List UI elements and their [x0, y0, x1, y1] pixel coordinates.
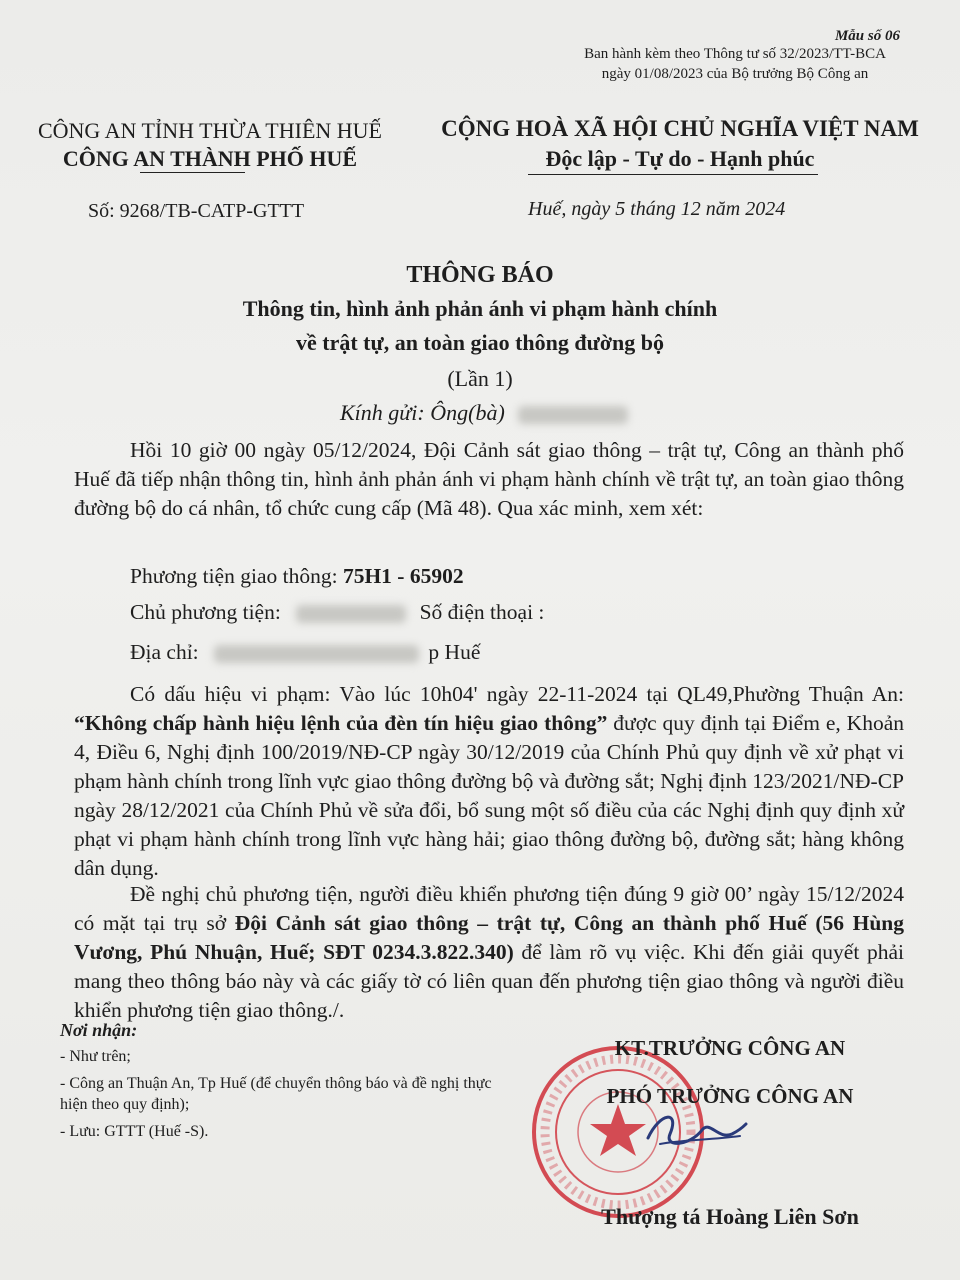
owner-line — [130, 600, 544, 625]
redacted-owner — [296, 605, 406, 623]
intro-text: Hồi 10 giờ 00 ngày 05/12/2024, Đội Cảnh sát giao thông – trật tự, Công an thành phố Huế đã tiếp nhận thông tin, hình ảnh phản ánh vi phạm hành chính về trật tự, an toàn giao thông đường bộ do cá nhân, tổ chức cung cấp (Mã 48). Qua xác minh, xem xét: — [74, 438, 904, 520]
signer-name: Thượng tá Hoàng Liên Sơn — [601, 1204, 859, 1229]
vehicle-plate: 75H1 - 65902 — [342, 564, 464, 588]
issued-with-line1: Ban hành kèm theo Thông tư số 32/2023/TT-BCA — [584, 46, 886, 62]
request-rest: để làm rõ vụ việc. Khi đến giải quyết phải mang theo thông báo này và các giấy tờ có liên quan đến phương tiện giao thông và người điều khiển phương tiện giao thông./. — [74, 940, 904, 1022]
issued-with-note — [560, 44, 910, 84]
org-line2: CÔNG AN THÀNH PHỐ HUẾ — [62, 146, 358, 171]
owner-label: Chủ phương tiện: — [130, 600, 281, 624]
address-tail: p Huế — [428, 640, 481, 664]
document-subtitle-1: Thông tin, hình ảnh phản ánh vi phạm hành chính — [242, 296, 718, 321]
org-line1: CÔNG AN TỈNH THỪA THIÊN HUẾ — [37, 118, 382, 143]
violation-prefix: Có dấu hiệu vi phạm: Vào lúc 10h04' ngày 22-11-2024 tại QL49,Phường Thuận An: — [130, 682, 904, 706]
handwritten-signature — [640, 1100, 750, 1160]
nation-title: CỘNG HOÀ XÃ HỘI CHỦ NGHĨA VIỆT NAM — [441, 116, 919, 141]
violation-paragraph — [74, 680, 904, 883]
signature-title-1: KT.TRƯỞNG CÔNG AN — [614, 1036, 846, 1060]
redacted-address — [214, 645, 419, 663]
address-line — [130, 640, 480, 665]
violation-name: “Không chấp hành hiệu lệnh của đèn tín hiệu giao thông” — [74, 711, 608, 735]
document-number: Số: 9268/TB-CATP-GTTT — [88, 200, 305, 222]
violation-rest: được quy định tại Điểm e, Khoản 4, Điều 6, Nghị định 100/2019/NĐ-CP ngày 30/12/2019 của Chính Phủ quy định về xử phạt vi phạm hành chính trong lĩnh vực giao thông đường bộ và đường sắt; Nghị định 123/2021/NĐ-CP ngày 28/12/2021 của Chính Phủ về sửa đổi, bổ sung một số điều của các Nghị định quy định xử phạt vi phạm hành chính trong lĩnh vực hàng hải; giao thông đường bộ, đường sắt; hàng không dân dụng. — [74, 711, 904, 880]
form-number: Mẫu số 06 — [834, 28, 900, 44]
request-prefix: Đề nghị chủ phương tiện, người điều khiển phương tiện đúng 9 giờ 00’ ngày 15/12/2024 có mặt tại trụ sở — [74, 882, 904, 935]
recipient-item: - Như trên; — [60, 1048, 131, 1065]
intro-paragraph — [74, 436, 904, 523]
nation-motto: Độc lập - Tự do - Hạnh phúc — [545, 146, 815, 171]
recipients-list — [60, 1046, 500, 1148]
place-date: Huế, ngày 5 tháng 12 năm 2024 — [528, 198, 786, 220]
addressee-label: Kính gửi: Ông(bà) — [340, 400, 505, 425]
addressee — [340, 400, 628, 426]
vehicle-label: Phương tiện giao thông: — [130, 564, 338, 588]
redacted-name — [518, 406, 628, 424]
signature-title-2: PHÓ TRƯỞNG CÔNG AN — [606, 1084, 854, 1108]
recipients-heading: Nơi nhận: — [60, 1020, 138, 1040]
org-underline — [140, 172, 245, 173]
vehicle-line — [130, 564, 464, 589]
document-title: THÔNG BÁO — [406, 262, 554, 288]
issued-with-line2: ngày 01/08/2023 của Bộ trưởng Bộ Công an — [601, 66, 869, 82]
request-paragraph — [74, 880, 904, 1025]
attempt-number: (Lần 1) — [447, 366, 513, 391]
document-subtitle-2: về trật tự, an toàn giao thông đường bộ — [295, 330, 664, 355]
phone-label: Số điện thoại : — [419, 600, 545, 624]
request-place: Đội Cảnh sát giao thông – trật tự, Công an thành phố Huế (56 Hùng Vương, Phú Nhuận, Huế; SĐT 0234.3.822.340) — [74, 911, 904, 964]
address-label: Địa chỉ: — [130, 640, 199, 664]
motto-underline — [528, 174, 818, 175]
recipient-item: - Công an Thuận An, Tp Huế (để chuyển thông báo và đề nghị thực hiện theo quy định); — [60, 1075, 492, 1113]
recipient-item: - Lưu: GTTT (Huế -S). — [60, 1123, 209, 1140]
